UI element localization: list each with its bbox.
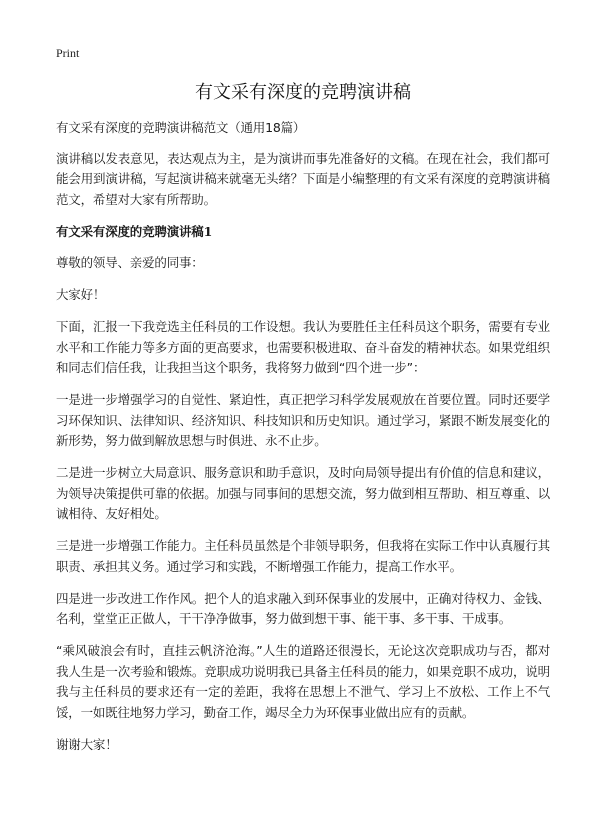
closing-paragraph: 谢谢大家！ (56, 736, 118, 752)
body-paragraph: 四是进一步改进工作作风。把个人的追求融入到环保事业的发展中，正确对待权力、金钱、名利，堂堂正正做人，干干净净做事，努力做到想干事、能干事、多干事、干成事。 (56, 590, 550, 626)
salutation-paragraph: 尊敬的领导、亲爱的同事： (56, 255, 204, 270)
greeting-paragraph: 大家好！ (56, 287, 106, 302)
body-paragraph: 一是进一步增强学习的自觉性、紧迫性，真正把学习科学发展观放在首要位置。同时还要学习环保知识、法律知识、经济知识、科技知识和历史知识。通过学习，紧跟不断发展变化的新形势，努力做到解放思想与时俱进、永不止步。 (56, 392, 550, 448)
page-title: 有文采有深度的竞聘演讲稿 (195, 82, 411, 103)
print-link[interactable]: Print (56, 46, 80, 60)
body-paragraph: 三是进一步增强工作能力。主任科员虽然是个非领导职务，但我将在实际工作中认真履行其职责、承担其义务。通过学习和实践，不断增强工作能力，提高工作水平。 (56, 538, 550, 574)
document-body (56, 118, 550, 767)
document-subtitle: 有文采有深度的竞聘演讲稿范文（通用18篇） (56, 120, 306, 135)
body-paragraph: “乘风破浪会有时，直挂云帆济沧海。”人生的道路还很漫长，无论这次竞职成功与否，都对我人生是一次考验和锻炼。竞职成功说明我已具备主任科员的能力，如果竞职不成功，说明我与主任科员的要求还有一定的差距，我将在思想上不泄气、学习上不放松、工作上不气馁，一如既往地努力学习，勤奋工作，竭尽全力为环保事业做出应有的贡献。 (56, 643, 550, 720)
intro-paragraph: 演讲稿以发表意见，表达观点为主，是为演讲而事先准备好的文稿。在现在社会，我们都可能会用到演讲稿，写起演讲稿来就毫无头绪？下面是小编整理的有文采有深度的竞聘演讲稿范文，希望对大家有所帮助。 (56, 150, 550, 207)
body-paragraph: 二是进一步树立大局意识、服务意识和助手意识，及时向局领导提出有价值的信息和建议，为领导决策提供可靠的依据。加强与同事间的思想交流，努力做到相互帮助、相互尊重、以诚相待、友好相处。 (56, 465, 550, 521)
section-heading: 有文采有深度的竞聘演讲稿1 (56, 223, 213, 239)
body-paragraph: 下面，汇报一下我竞选主任科员的工作设想。我认为要胜任主任科员这个职务，需要有专业水平和工作能力等多方面的更高要求，也需要积极进取、奋斗奋发的精神状态。如果党组织和同志们信任我，让我担当这个职务，我将努力做到“四个进一步”： (56, 319, 550, 375)
